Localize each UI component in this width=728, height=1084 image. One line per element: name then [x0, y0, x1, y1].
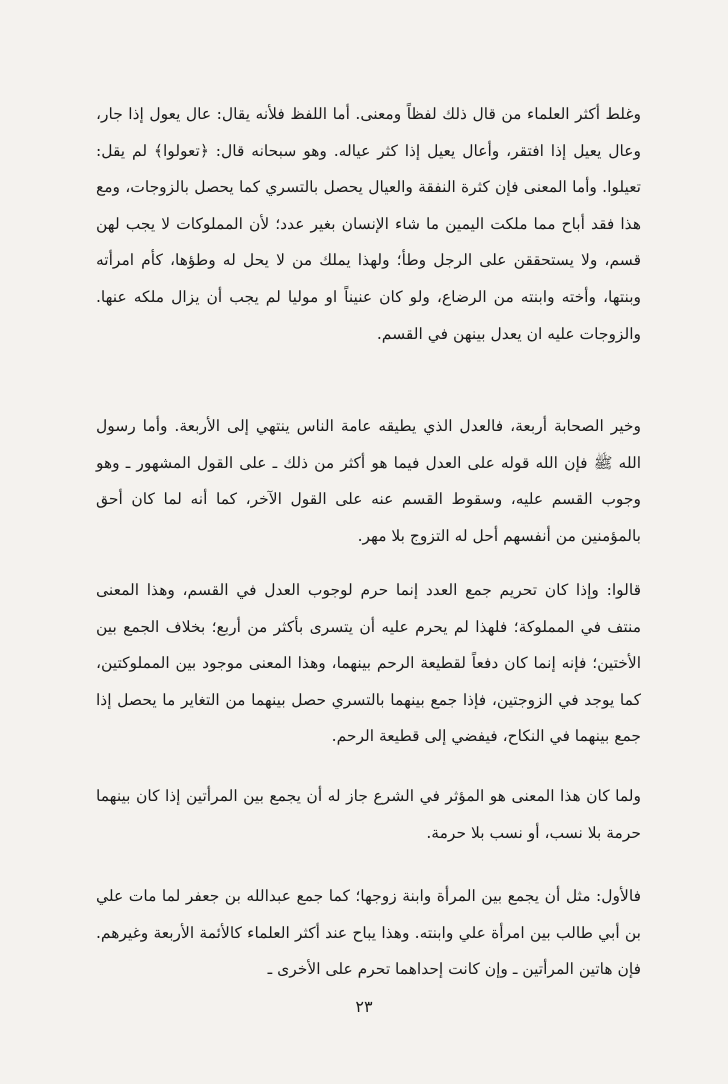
paragraph-5: فالأول: مثل أن يجمع بين المرأة وابنة زوجها؛ كما جمع عبدالله بن جعفر لما مات علي بن أبي طالب بين امرأة علي وابنته. وهذا يباح عند أكثر العلماء كالأئمة الأربعة وغيرهم. فإن هاتين المرأتين ـ وإن كانت إحداهما تحرم على الأخرى ـ [96, 887, 641, 979]
paragraph-1: وغلط أكثر العلماء من قال ذلك لفظاً ومعنى. أما اللفظ فلأنه يقال: عال يعول إذا جار، وعال يعيل إذا افتقر، وأعال يعيل إذا كثر عياله. وهو سبحانه قال: ﴿تعولوا﴾ لم يقل: تعيلوا. وأما المعنى فإن كثرة النفقة والعيال يحصل بالتسري كما يحصل بالزوجات، ومع هذا فقد أباح مما ملكت اليمين ما شاء الإنسان بغير عدد؛ لأن المملوكات لا يجب لهن قسم، ولا يستحققن على الرجل وطأ؛ ولهذا يملك من لا يحل له وطؤها، كأم امرأته وبنتها، وأخته وابنته من الرضاع، ولو كان عنيناً او موليا لم يجب أن يزال ملكه عنها. والزوجات عليه ان يعدل بينهن في القسم. [96, 105, 641, 343]
paragraph-4: ولما كان هذا المعنى هو المؤثر في الشرع جاز له أن يجمع بين المرأتين إذا كان بينهما حرمة بلا نسب، أو نسب بلا حرمة. [96, 787, 641, 842]
paragraph-3: قالوا: وإذا كان تحريم جمع العدد إنما حرم لوجوب العدل في القسم، وهذا المعنى منتف في المملوكة؛ فلهذا لم يحرم عليه أن يتسرى بأكثر من أربع؛ بخلاف الجمع بين الأختين؛ فإنه إنما كان دفعاً لقطيعة الرحم بينهما، وهذا المعنى موجود بين المملوكتين، كما يوجد في الزوجتين، فإذا جمع بينهما بالتسري حصل بينهما من التغاير ما يحصل إذا جمع بينهما في النكاح، فيفضي إلى قطيعة الرحم. [96, 581, 641, 746]
page-number: ٢٣ [355, 997, 373, 1016]
paragraph-2: وخير الصحابة أربعة، فالعدل الذي يطيقه عامة الناس ينتهي إلى الأربعة. وأما رسول الله ﷺ فإن الله قوله على العدل فيما هو أكثر من ذلك ـ على القول المشهور ـ وهو وجوب القسم عليه، وسقوط القسم عنه على القول الآخر، كما أنه لما كان أحق بالمؤمنين من أنفسهم أحل له التزوج بلا مهر. [96, 417, 641, 545]
